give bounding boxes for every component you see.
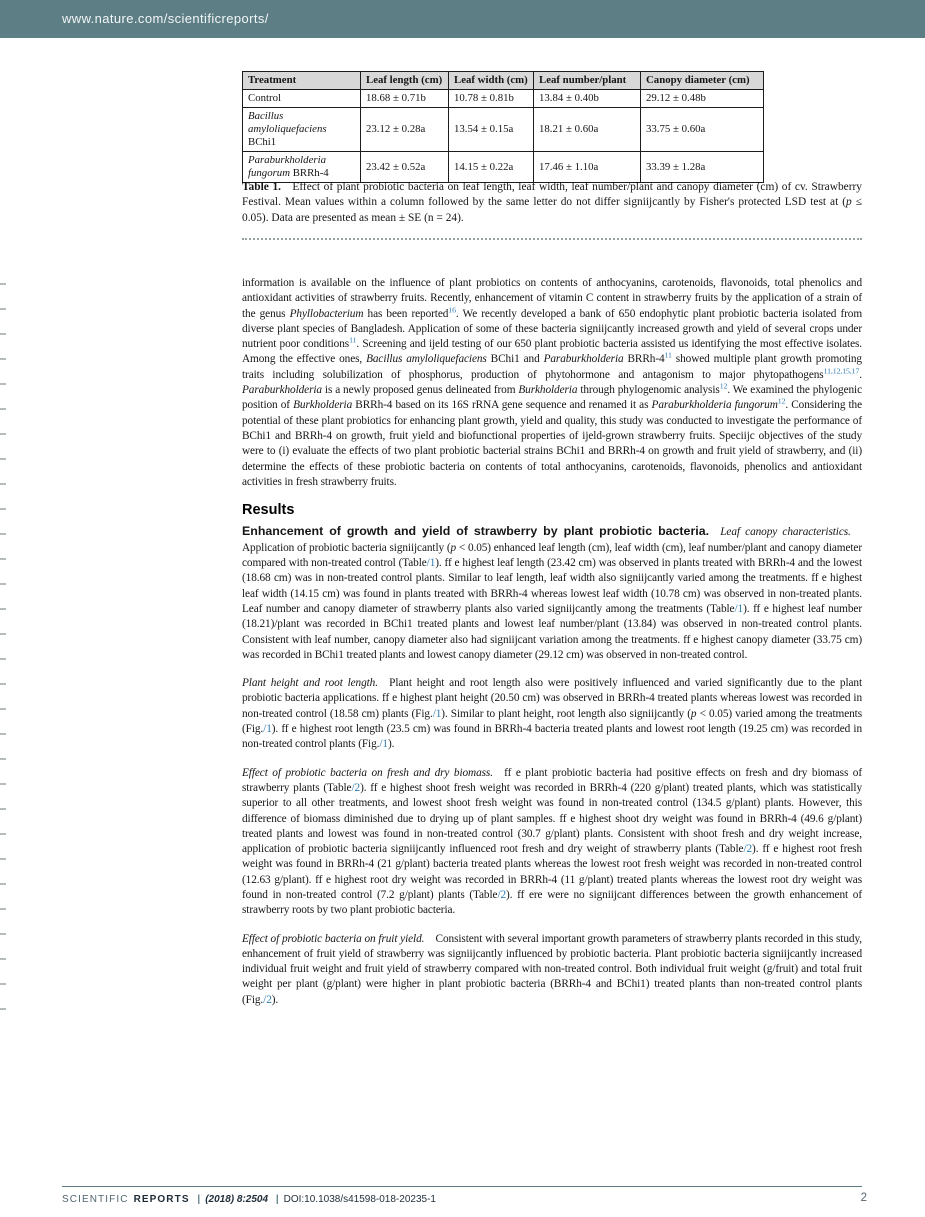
- text-segment: BRRh-4: [623, 353, 665, 366]
- internal-link[interactable]: /2: [497, 888, 507, 901]
- text-segment: < 0.05) enhanced leaf length (cm), leaf width (cm), leaf number/plant and canopy diameter compared with non-treated control (Table: [242, 541, 862, 570]
- text-segment: < 0.05) varied among the treatments (Fig.: [242, 707, 862, 736]
- text-segment: information is available on the influence of plant probiotics on contents of anthocyanins, carotenoids, flavonoids, total phenolics and antioxidant activities of strawberry fruits. Recently, enhancement of vitamin C content in strawberry fruits by the application of a strain of the genus: [242, 277, 862, 320]
- footer-rule: [62, 1186, 862, 1187]
- text-segment: has been reported: [363, 307, 449, 320]
- text-segment: ). Similar to plant height, root length also signiijcantly (: [441, 707, 691, 720]
- table-1: [242, 71, 764, 183]
- value-cell: 33.39 ± 1.28a: [641, 152, 764, 183]
- article-citation: (2018) 8:2504: [205, 1194, 269, 1205]
- text-segment: ff e plant probiotic bacteria had positive effects on fresh and dry biomass of strawberry plants (Table: [242, 766, 863, 794]
- article-doi: DOI:10.1038/s41598-018-20235-1: [283, 1194, 436, 1205]
- internal-link[interactable]: /2: [351, 781, 361, 794]
- intro-paragraph: [242, 276, 862, 490]
- text-segment: Plant height and root length.: [242, 677, 378, 690]
- treatment-name-italic: Bacillus amyloliquefaciens: [248, 110, 327, 135]
- col-header-canopy-diameter: Canopy diameter (cm): [641, 72, 764, 90]
- treatment-cell: [243, 90, 361, 108]
- value-cell: 10.78 ± 0.81b: [449, 90, 534, 108]
- table-row: [243, 90, 764, 108]
- internal-link[interactable]: /1: [379, 738, 388, 751]
- text-segment: ). ff e highest root fresh weight was found in BRRh-4 (21 g/plant) bacteria treated plants whereas the lowest root fresh weight was recorded in non-treated control (12.63 g/plant). ff e highest root dry weight was recorded in BRRh-4 (11 g/plant) treated plants whereas the lowest root dry weight was found in non-treated control (7.2 g/plant) plants (Table: [242, 843, 863, 901]
- text-segment: Plant height and root length also were positively influenced and varied significantly due to the plant probiotic bacteria applications. ff e highest plant height (20.50 cm) was observed in BRRh-4 treated plants whereas lowest was recorded in non-treated control (18.58 cm) plants (Fig.: [242, 677, 862, 720]
- text-segment: Paraburkholderia fungorum: [651, 399, 778, 412]
- text-segment: ). ff e highest shoot fresh weight was recorded in BRRh-4 (220 g/plant) treated plants, which was statistically superior to all other treatments, and lowest shoot fresh weight was found in non-treated control (134.5 g/plant) plants. However, this difference of biomass diminished due to drying up of plant samples. ff e highest shoot dry weight was found in BRRh-4 (49.6 g/plant) treated plants and lowest was found in non-treated control (30.7 g/plant) plants. Consistent with shoot fresh and dry weight increase, application of probiotic bacteria signiijcantly influenced root fresh and dry weight of strawberry plants (Table: [242, 781, 862, 856]
- text-segment: . Screening and ijeld testing of our 650 plant probiotic bacteria assisted us identifying the most effective isolates. Among the effective ones,: [242, 338, 863, 366]
- text-segment: Paraburkholderia: [242, 384, 322, 397]
- value-cell: 13.84 ± 0.40b: [534, 90, 641, 108]
- text-segment: ). ff e highest leaf length (23.42 cm) was observed in plants treated with BRRh-4 and the lowest (18.68 cm) was in non-treated control plants. Similar to leaf length, leaf width also signiijcantly varied among the treatments. ff e highest leaf width (14.15 cm) was found in plants treated with BRRh-4 whereas lowest leaf width (10.78 cm) was observed in non-treated plants. Leaf number and canopy diameter of strawberry plants also varied signiijcantly among the treatments (Table: [242, 557, 862, 615]
- value-cell: 33.75 ± 0.60a: [641, 108, 764, 152]
- table-1-caption: [242, 180, 862, 226]
- text-segment: ≤ 0.05). Data are presented as mean ± SE (n = 24).: [242, 196, 862, 224]
- value-cell: 23.12 ± 0.28a: [361, 108, 449, 152]
- journal-header-bar: [0, 0, 925, 38]
- text-segment: BChi1 and: [486, 353, 544, 366]
- paragraph-leaf-canopy: [242, 524, 862, 663]
- text-segment: is a newly proposed genus delineated from: [321, 384, 519, 397]
- citation-ref[interactable]: 11: [664, 350, 672, 360]
- text-segment: ).: [271, 993, 279, 1006]
- text-segment: Burkholderia: [518, 384, 578, 397]
- internal-link[interactable]: /1: [432, 707, 442, 720]
- text-segment: . Considering the potential of these plant probiotics for enhancing plant growth, yield and quality, this study was conducted to investigate the performance of BChi1 and BRRh-4 on growth, fruit yield and biofunctional properties of ijeld-grown strawberry fruits. Speciijc objectives of the study were to (i) evaluate the effects of two plant probiotic bacterial strains BChi1 and BRRh-4 on growth and fruit yield of strawberry, and (ii) determine the effects of these probiotic bacteria on contents of total anthocyanins, carotenoids, flavonoids, phenolics and antioxidant activities in fresh strawberry fruits.: [242, 399, 863, 488]
- table-header-row: [243, 72, 764, 90]
- citation-ref[interactable]: 11,12,15,17: [823, 366, 860, 376]
- internal-link[interactable]: /1: [734, 602, 744, 615]
- value-cell: 14.15 ± 0.22a: [449, 152, 534, 183]
- footer: [62, 1194, 436, 1205]
- text-segment: Effect of probiotic bacteria on fresh and dry biomass.: [242, 766, 493, 779]
- text-segment: Enhancement of growth and yield of strawberry by plant probiotic bacteria.: [242, 524, 710, 539]
- text-segment: ). ff e highest leaf number (18.21)/plant was recorded in BChi1 treated plants and lowest leaf number/plant (13.84) was observed in non-treated control plants. Consistent with leaf number, canopy diameter also had signiijcant variation among the treatments. ff e highest canopy diameter (33.75 cm) was recorded in BChi1 treated plants and lowest canopy diameter (29.12 cm) was observed in non-treated control.: [242, 602, 862, 661]
- text-segment: Leaf canopy characteristics.: [720, 526, 851, 539]
- internal-link[interactable]: /2: [263, 993, 272, 1006]
- treatment-name: BRRh-4: [290, 167, 329, 179]
- internal-link[interactable]: /1: [426, 557, 436, 570]
- text-segment: through phylogenomic analysis: [577, 384, 720, 397]
- footer-separator: |: [275, 1194, 279, 1205]
- value-cell: 23.42 ± 0.52a: [361, 152, 449, 183]
- internal-link[interactable]: /1: [263, 723, 272, 736]
- text-segment: BRRh-4 based on its 16S rRNA gene sequence and renamed it as: [352, 399, 652, 412]
- text-segment: showed multiple plant growth promoting traits including solubilization of phosphorus, production of phytohormone and antagonism to major phytopathogens: [242, 353, 862, 381]
- value-cell: 18.68 ± 0.71b: [361, 90, 449, 108]
- table-1-wrap: [242, 71, 763, 183]
- value-cell: 18.21 ± 0.60a: [534, 108, 641, 152]
- text-segment: Consistent with several important growth parameters of strawberry plants recorded in this study, enhancement of fruit yield of strawberry was signiijcantly influenced by probiotic bacteria. Plant probiotic bacteria signiijcantly increased individual fruit weight and fruit yield of strawberry compared with non-treated control. Both individual fruit weight (g/fruit) and total fruit weight per plant (g/plant) were higher in plant probiotic bacteria (BRRh-4 and BChi1) treated plants than non-treated control plants (Fig.: [242, 932, 862, 1006]
- table-row: [243, 108, 764, 152]
- text-segment: p: [846, 196, 852, 209]
- text-segment: p: [690, 707, 697, 720]
- text-segment: Table 1.: [242, 181, 281, 193]
- page-edge-marks: [0, 283, 6, 1011]
- value-cell: 17.46 ± 1.10a: [534, 152, 641, 183]
- text-segment: Effect of plant probiotic bacteria on leaf length, leaf width, leaf number/plant and canopy diameter (cm) of cv. Strawberry Festival. Mean values within a column followed by the same letter do not differ signiijcantly by Fisher's protected LSD test at (: [242, 181, 862, 209]
- col-header-leaf-width: Leaf width (cm): [449, 72, 534, 90]
- col-header-leaf-length: Leaf length (cm): [361, 72, 449, 90]
- text-segment: .: [859, 368, 862, 381]
- text-segment: . We recently developed a bank of 650 endophytic plant probiotic bacteria isolated from diverse plant species of Bangladesh. Application of some of these bacteria signiijcantly increased growth and yield of several crops under nutrient poor conditions: [242, 307, 863, 351]
- text-segment: [709, 526, 720, 538]
- citation-ref[interactable]: 11: [349, 335, 357, 345]
- article-body: [242, 276, 862, 1021]
- section-separator: [242, 238, 862, 240]
- paragraph-biomass: [242, 766, 862, 919]
- table-row: [243, 152, 764, 183]
- text-segment: Burkholderia: [293, 399, 353, 412]
- paragraph-fruit-yield: [242, 932, 862, 1008]
- journal-url: www.nature.com/scientificreports/: [62, 11, 269, 26]
- treatment-cell: [243, 108, 361, 152]
- journal-name-reports: REPORTS: [133, 1194, 190, 1205]
- text-segment: p: [450, 541, 457, 554]
- text-segment: Phyllobacterium: [289, 307, 364, 320]
- treatment-name: BChi1: [248, 136, 277, 148]
- journal-name-scientific: SCIENTIFIC: [62, 1194, 129, 1205]
- text-segment: Bacillus amyloliquefaciens: [366, 353, 487, 366]
- text-segment: ). ff ere were no signiijcant differences between the growth enhancement of strawberry roots by two plant probiotic bacteria.: [242, 888, 862, 917]
- paragraph-plant-height: [242, 676, 862, 752]
- text-segment: Application of probiotic bacteria signiijcantly (: [242, 526, 862, 554]
- citation-ref[interactable]: 12: [719, 381, 728, 391]
- citation-ref[interactable]: 12: [777, 396, 786, 406]
- text-segment: Paraburkholderia: [543, 353, 624, 366]
- text-segment: . We examined the phylogenic position of: [242, 384, 862, 412]
- text-segment: Effect of probiotic bacteria on fruit yield.: [242, 932, 425, 945]
- citation-ref[interactable]: 16: [448, 305, 456, 315]
- treatment-cell: [243, 152, 361, 183]
- col-header-leaf-number: Leaf number/plant: [534, 72, 641, 90]
- text-segment: ). ff e highest root length (23.5 cm) was found in BRRh-4 bacteria treated plants and lowest root length (19.25 cm) was recorded in non-treated control plants (Fig.: [242, 723, 862, 751]
- value-cell: 13.54 ± 0.15a: [449, 108, 534, 152]
- value-cell: 29.12 ± 0.48b: [641, 90, 764, 108]
- page-number: 2: [860, 1192, 867, 1204]
- footer-separator: |: [197, 1194, 201, 1205]
- col-header-treatment: Treatment: [243, 72, 361, 90]
- internal-link[interactable]: /2: [743, 843, 753, 856]
- text-segment: ).: [387, 738, 395, 751]
- treatment-name: Control: [248, 92, 281, 104]
- results-heading: Results: [242, 502, 295, 519]
- treatment-name-italic: Paraburkholderia fungorum: [248, 154, 326, 179]
